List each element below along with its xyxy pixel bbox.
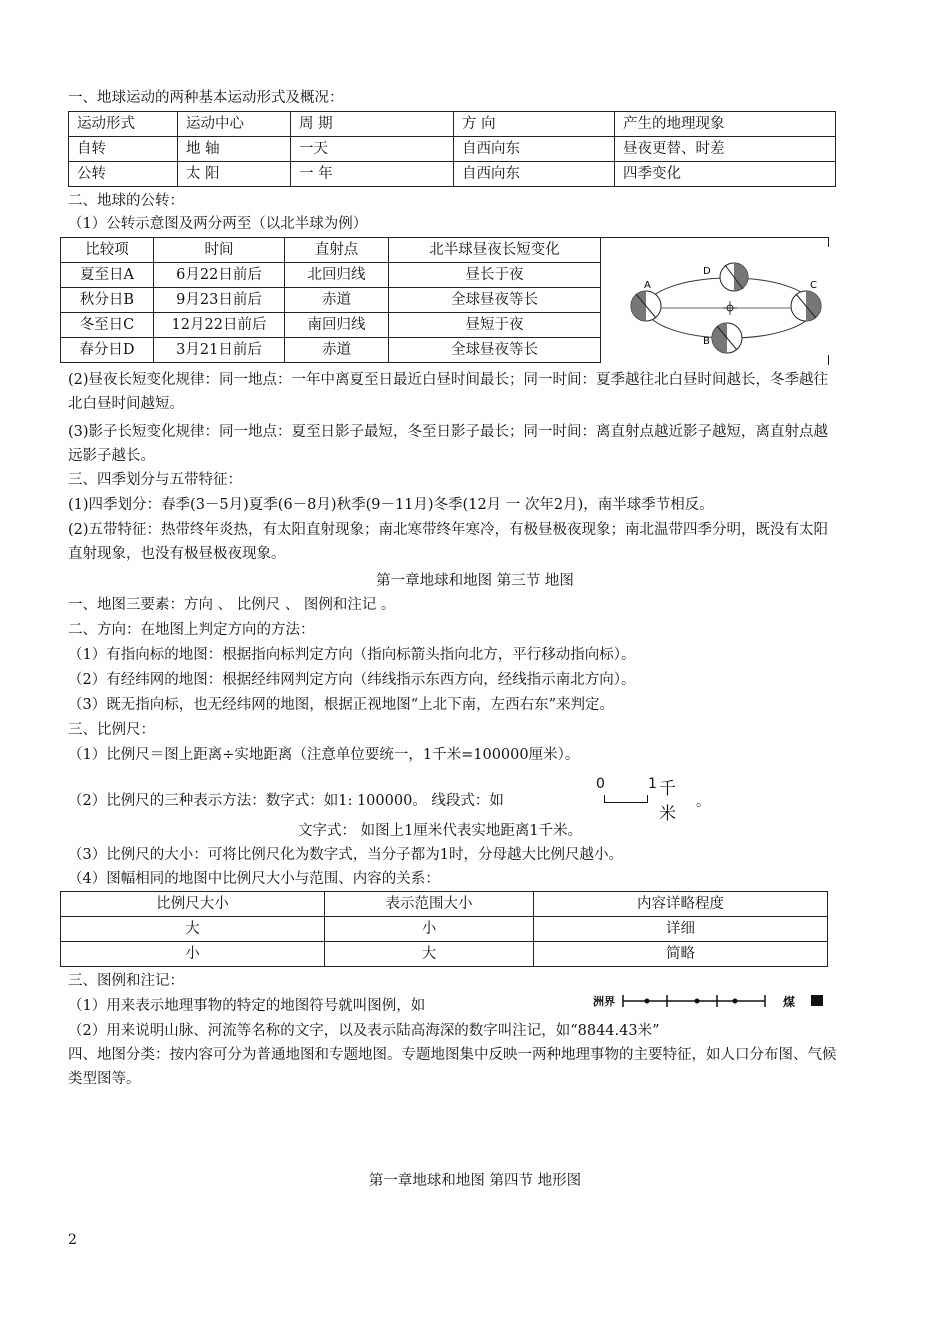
- table-cell: 四季变化: [615, 162, 836, 187]
- table-row: [61, 313, 601, 338]
- table-row: [61, 263, 601, 288]
- revolution-table: [60, 237, 601, 363]
- table-header-cell: 产生的地理现象: [615, 112, 836, 137]
- table-header-cell: 运动中心: [178, 112, 291, 137]
- label-d: D: [703, 266, 711, 277]
- table-row: [61, 942, 828, 967]
- table-cell: 6月22日前后: [154, 263, 285, 288]
- continent-border-symbol: [621, 994, 767, 1008]
- direction-rule-2: （2）有经纬网的地图：根据经纬网判定方向（纬线指示东西方向，经线指示南北方向）。: [68, 672, 636, 688]
- scale-unit-label: 千米: [659, 779, 676, 824]
- table-cell: 小: [325, 917, 534, 942]
- table-row: [61, 917, 828, 942]
- table-cell: 全球昼夜等长: [389, 338, 601, 363]
- earth-position-c: [791, 291, 821, 321]
- table-cell: 秋分日B: [61, 288, 154, 313]
- table-cell: 全球昼夜等长: [389, 288, 601, 313]
- table-header-row: [69, 112, 836, 137]
- legend-border-label: 洲界: [593, 995, 615, 1008]
- section3-p1: (1)四季划分：春季(3－5月)夏季(6－8月)秋季(9－11月)冬季(12月 一 次年2月)，南半球季节相反。: [68, 497, 714, 513]
- scale-methods: （2）比例尺的三种表示方法：数字式：如1: 100000。 线段式：如: [68, 793, 504, 809]
- table-cell: 昼夜更替、时差: [615, 137, 836, 162]
- table-cell: 昼短于夜: [389, 313, 601, 338]
- scale-heading: 三、比例尺：: [68, 722, 155, 738]
- table-cell: 大: [325, 942, 534, 967]
- label-a: A: [644, 280, 651, 291]
- legend-coal-label: 煤: [783, 995, 796, 1009]
- scale-one-label: 1: [648, 776, 657, 792]
- table-cell: 地 轴: [178, 137, 291, 162]
- table-header-cell: 内容详略程度: [534, 892, 828, 917]
- table-header-row: [61, 238, 601, 263]
- legend-definition: （1）用来表示地理事物的特定的地图符号就叫图例，如: [68, 998, 426, 1014]
- table-row: [61, 338, 601, 363]
- section2-p3: (3)影子长短变化规律：同一地点：夏至日影子最短，冬至日影子最长；同一时间：离直射点越近影子越短，离直射点越远影子越长。: [68, 424, 829, 464]
- table-cell: 公转: [69, 162, 178, 187]
- table-cell: 冬至日C: [61, 313, 154, 338]
- line-scale-graphic: [596, 776, 711, 824]
- table-header-cell: 运动形式: [69, 112, 178, 137]
- scale-zero-label: 0: [596, 776, 605, 792]
- section3-p2: (2)五带特征：热带终年炎热，有太阳直射现象；南北寒带终年寒冷，有极昼极夜现象；南北温带四季分明，既没有太阳直射现象，也没有极昼极夜现象。: [68, 522, 829, 562]
- table-cell: 一 年: [291, 162, 454, 187]
- direction-rule-3: （3）既无指向标，也无经纬网的地图，根据正视地图“上北下南，左西右东”来判定。: [68, 697, 615, 713]
- section2-p2: (2)昼夜长短变化规律：同一地点：一年中离夏至日最近白昼时间最长；同一时间：夏季越往北白昼时间越长，冬季越往北白昼时间越短。: [68, 372, 829, 412]
- table-cell: 12月22日前后: [154, 313, 285, 338]
- table-header-cell: 周 期: [291, 112, 454, 137]
- page-number: 2: [68, 1232, 77, 1248]
- table-cell: 北回归线: [285, 263, 389, 288]
- table-header-cell: 直射点: [285, 238, 389, 263]
- motion-table: [68, 111, 836, 187]
- scale-size-rule: （3）比例尺的大小：可将比例尺化为数字式，当分子都为1时，分母越大比例尺越小。: [68, 847, 623, 863]
- table-cell: 昼长于夜: [389, 263, 601, 288]
- table-row: [61, 288, 601, 313]
- table-row: [69, 137, 836, 162]
- map-elements-line: 一、地图三要素：方向 、 比例尺 、 图例和注记 。: [68, 597, 396, 613]
- table-cell: 春分日D: [61, 338, 154, 363]
- coal-symbol-icon: [811, 995, 823, 1006]
- scale-relation-heading: （4）图幅相同的地图中比例尺大小与范围、内容的关系：: [68, 871, 440, 887]
- table-cell: 小: [61, 942, 325, 967]
- section2-heading: 二、地球的公转：: [68, 193, 184, 209]
- chapter-section4-title: 第一章地球和地图 第四节 地形图: [368, 1173, 582, 1189]
- scale-bar-line: [604, 795, 648, 803]
- legend-heading: 三、图例和注记：: [68, 973, 184, 989]
- table-header-cell: 方 向: [454, 112, 615, 137]
- table-cell: 自转: [69, 137, 178, 162]
- scale-relation-table: [60, 891, 828, 967]
- table-header-row: [61, 892, 828, 917]
- table-cell: 自西向东: [454, 162, 615, 187]
- legend-symbols: [593, 991, 833, 1013]
- section2-sub1: （1）公转示意图及两分两至（以北半球为例）: [68, 216, 368, 232]
- table-cell: 一天: [291, 137, 454, 162]
- direction-heading: 二、方向：在地图上判定方向的方法：: [68, 622, 315, 638]
- direction-rule-1: （1）有指向标的地图：根据指向标判定方向（指向标箭头指向北方，平行移动指向标）。: [68, 647, 636, 663]
- table-cell: 简略: [534, 942, 828, 967]
- table-row: [69, 162, 836, 187]
- revolution-orbit-diagram: [622, 256, 832, 366]
- chapter-section3-title: 第一章地球和地图 第三节 地图: [376, 573, 574, 589]
- table-cell: 南回归线: [285, 313, 389, 338]
- table-cell: 赤道: [285, 338, 389, 363]
- diagram-frame-top: [601, 237, 829, 238]
- table-header-cell: 时间: [154, 238, 285, 263]
- table-cell: 太 阳: [178, 162, 291, 187]
- table-cell: 赤道: [285, 288, 389, 313]
- table-header-cell: 北半球昼夜长短变化: [389, 238, 601, 263]
- earth-position-a: [631, 291, 661, 321]
- table-cell: 详细: [534, 917, 828, 942]
- earth-position-d: [720, 263, 748, 291]
- scale-formula: （1）比例尺＝图上距离÷实地距离（注意单位要统一，1千米=100000厘米）。: [68, 747, 580, 763]
- section3-heading: 三、四季划分与五带特征：: [68, 472, 242, 488]
- table-cell: 大: [61, 917, 325, 942]
- map-classification: 四、地图分类：按内容可分为普通地图和专题地图。专题地图集中反映一两种地理事物的主要特征，如人口分布图、气候类型图等。: [68, 1047, 837, 1087]
- diagram-frame-right-top: [828, 237, 829, 247]
- table-cell: 自西向东: [454, 137, 615, 162]
- label-c: C: [810, 280, 817, 291]
- table-cell: 3月21日前后: [154, 338, 285, 363]
- table-cell: 夏至日A: [61, 263, 154, 288]
- scale-line-period: 。: [696, 794, 711, 810]
- table-header-cell: 比例尺大小: [61, 892, 325, 917]
- scale-text-form: 文字式： 如图上1厘米代表实地距离1千米。: [298, 823, 583, 839]
- table-header-cell: 比较项: [61, 238, 154, 263]
- table-header-cell: 表示范围大小: [325, 892, 534, 917]
- section1-heading: 一、地球运动的两种基本运动形式及概况：: [68, 90, 344, 106]
- sun-icon: [723, 301, 737, 315]
- annotation-definition: （2）用来说明山脉、河流等名称的文字，以及表示陆高海深的数字叫注记，如“8844.43米”: [68, 1023, 660, 1039]
- earth-position-b: [712, 323, 742, 353]
- table-cell: 9月23日前后: [154, 288, 285, 313]
- label-b: B: [703, 336, 710, 347]
